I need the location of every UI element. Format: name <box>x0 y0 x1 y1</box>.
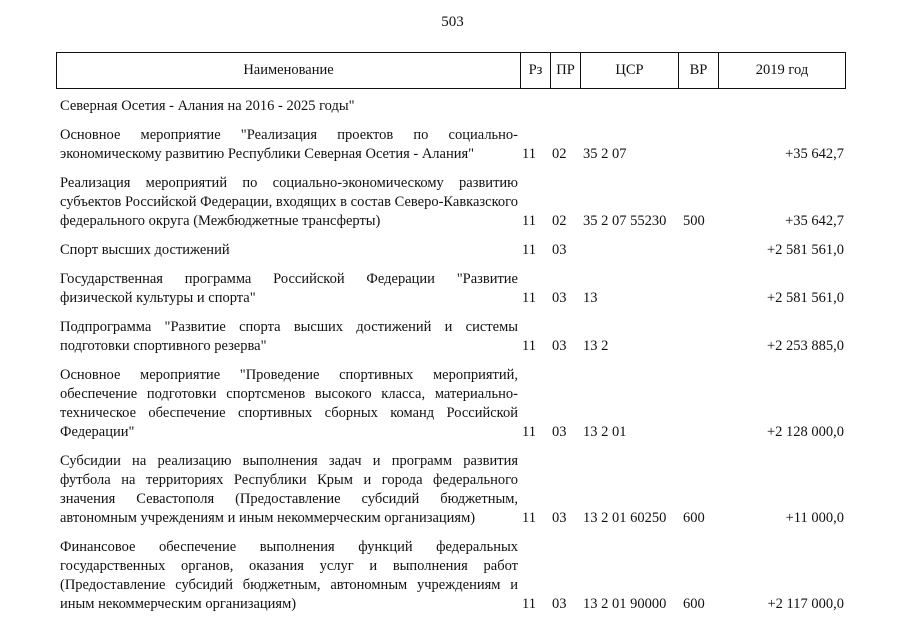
row-name: Финансовое обеспечение выполнения функций федеральных государственных органов, оказания услуг и выполнения работ (Предоставление субсидий бюджетным, автономным учреждениям и иным некоммерческим организациям) <box>60 539 518 612</box>
row-amount: +2 581 561,0 <box>766 242 844 258</box>
row-vr: 600 <box>683 510 705 526</box>
row-pr: 03 <box>552 510 567 526</box>
row-pr: 03 <box>552 338 567 354</box>
table-row <box>0 174 905 231</box>
header-year: 2019 год <box>719 53 846 89</box>
row-rz: 11 <box>522 510 536 526</box>
table-row <box>0 452 905 528</box>
row-rz: 11 <box>522 338 536 354</box>
table-row <box>0 126 905 164</box>
header-csr: ЦСР <box>581 53 679 89</box>
row-csr: 13 2 01 90000 <box>583 596 667 612</box>
table-row <box>0 270 905 308</box>
row-pr: 02 <box>552 146 567 162</box>
row-amount: +2 581 561,0 <box>766 290 844 306</box>
row-pr: 03 <box>552 424 567 440</box>
row-csr: 13 2 <box>583 338 609 354</box>
row-pr: 03 <box>552 242 567 258</box>
row-name: Основное мероприятие "Проведение спортивных мероприятий, обеспечение подготовки спортсменов высокого класса, материально-техническое обеспечение спортивных сборных команд Российской Федерации" <box>60 367 518 440</box>
row-csr: 35 2 07 <box>583 146 627 162</box>
row-rz: 11 <box>522 146 536 162</box>
row-vr: 500 <box>683 213 705 229</box>
row-name: Основное мероприятие "Реализация проектов по социально-экономическому развитию Республики Северная Осетия - Алания" <box>60 127 518 162</box>
row-pr: 03 <box>552 290 567 306</box>
column-header-table <box>56 52 846 89</box>
header-name: Наименование <box>57 53 521 89</box>
row-amount: +35 642,7 <box>785 146 844 162</box>
row-name: Государственная программа Российской Федерации "Развитие физической культуры и спорта" <box>60 271 518 306</box>
row-name: Реализация мероприятий по социально-экономическому развитию субъектов Российской Федерации, входящих в состав Северо-Кавказского федерального округа (Межбюджетные трансферты) <box>60 175 518 229</box>
row-rz: 11 <box>522 290 536 306</box>
page-number: 503 <box>441 14 464 30</box>
row-name: Подпрограмма "Развитие спорта высших достижений и системы подготовки спортивного резерва" <box>60 319 518 354</box>
table-row <box>0 366 905 442</box>
row-vr: 600 <box>683 596 705 612</box>
row-csr: 35 2 07 55230 <box>583 213 667 229</box>
row-name: Спорт высших достижений <box>60 242 230 258</box>
budget-rows <box>0 97 905 624</box>
row-csr: 13 2 01 60250 <box>583 510 667 526</box>
header-rz: Рз <box>521 53 551 89</box>
row-pr: 02 <box>552 213 567 229</box>
row-amount: +35 642,7 <box>785 213 844 229</box>
row-csr: 13 <box>583 290 598 306</box>
header-vr: ВР <box>679 53 719 89</box>
row-rz: 11 <box>522 213 536 229</box>
row-amount: +2 117 000,0 <box>767 596 844 612</box>
header-pr: ПР <box>551 53 581 89</box>
row-rz: 11 <box>522 596 536 612</box>
row-amount: +2 128 000,0 <box>766 424 844 440</box>
table-row <box>0 538 905 614</box>
row-name: Субсидии на реализацию выполнения задач и программ развития футбола на территориях Республики Крым и города федерального значения Севастополя (Предоставление субсидий бюджетным, автономным учреждениям и иным некоммерческим организациям) <box>60 453 518 526</box>
row-csr: 13 2 01 <box>583 424 627 440</box>
row-name: Северная Осетия - Алания на 2016 - 2025 годы" <box>60 98 355 114</box>
row-rz: 11 <box>522 424 536 440</box>
table-row <box>0 241 905 260</box>
row-rz: 11 <box>522 242 536 258</box>
table-row <box>0 97 905 116</box>
row-amount: +11 000,0 <box>785 510 844 526</box>
row-pr: 03 <box>552 596 567 612</box>
row-amount: +2 253 885,0 <box>766 338 844 354</box>
table-row <box>0 318 905 356</box>
